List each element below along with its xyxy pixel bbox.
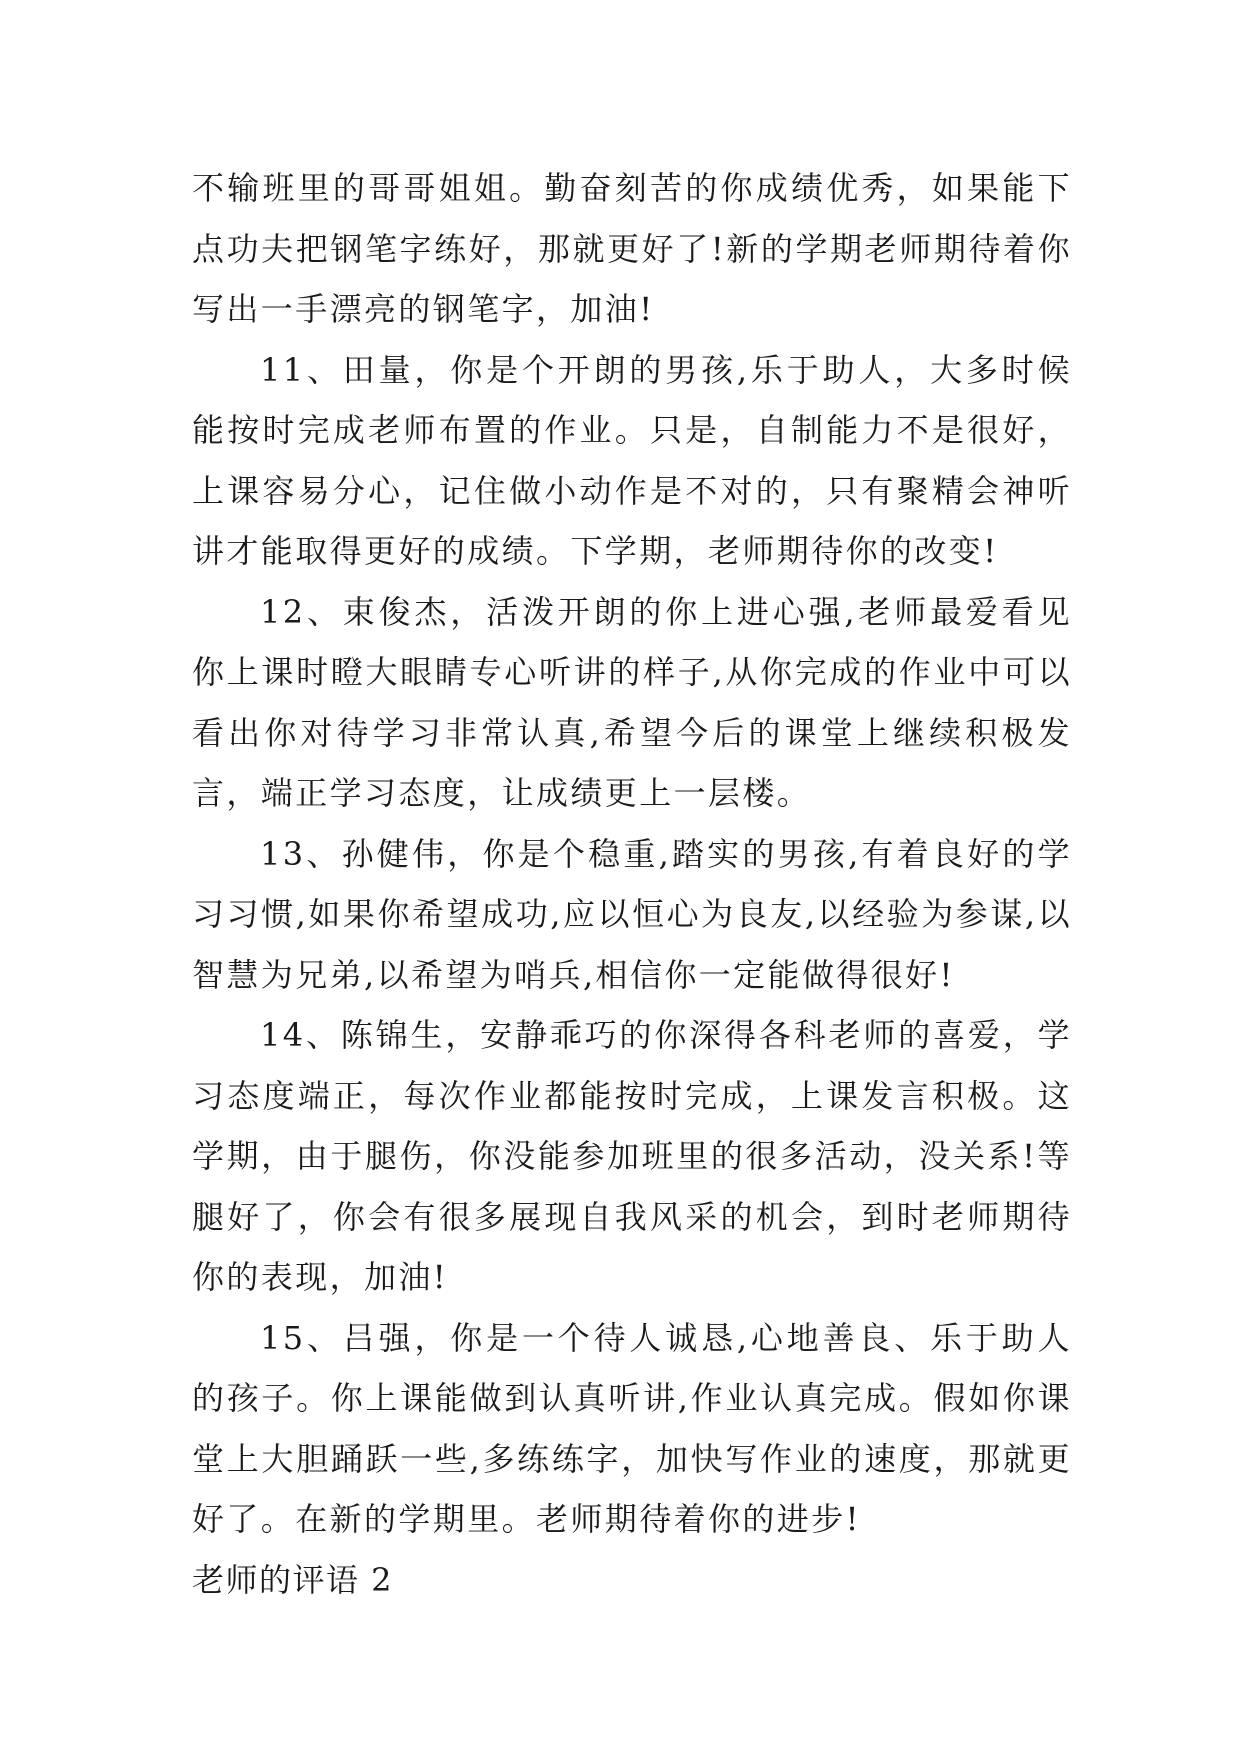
comment-paragraph-13: 13、孙健伟，你是个稳重,踏实的男孩,有着良好的学习习惯,如果你希望成功,应以恒心为良友,以经验为参谋,以智慧为兄弟,以希望为哨兵,相信你一定能做得很好! <box>192 834 1072 994</box>
comment-paragraph-12: 12、束俊杰，活泼开朗的你上进心强,老师最爱看见你上课时瞪大眼睛专心听讲的样子,从你完成的作业中可以看出你对待学习非常认真,希望今后的课堂上继续积极发言，端正学习态度，让成绩更上一层楼。 <box>192 592 1072 812</box>
comment-paragraph-11: 11、田量，你是个开朗的男孩,乐于助人，大多时候能按时完成老师布置的作业。只是，自制能力不是很好，上课容易分心，记住做小动作是不对的，只有聚精会神听讲才能取得更好的成绩。下学期，老师期待你的改变! <box>192 350 1072 570</box>
comment-paragraph-14: 14、陈锦生，安静乖巧的你深得各科老师的喜爱，学习态度端正，每次作业都能按时完成，上课发言积极。这学期，由于腿伤，你没能参加班里的很多活动，没关系!等腿好了，你会有很多展现自我风采的机会，到时老师期待你的表现，加油! <box>192 1016 1072 1296</box>
comment-paragraph-15: 15、吕强，你是一个待人诚恳,心地善良、乐于助人的孩子。你上课能做到认真听讲,作业认真完成。假如你课堂上大胆踊跃一些,多练练字，加快写作业的速度，那就更好了。在新的学期里。老师期待着你的进步! <box>192 1318 1072 1538</box>
document-page <box>192 158 1072 1610</box>
section-heading: 老师的评语 2 <box>192 1560 394 1599</box>
paragraph-continuation: 不输班里的哥哥姐姐。勤奋刻苦的你成绩优秀，如果能下点功夫把钢笔字练好，那就更好了!新的学期老师期待着你写出一手漂亮的钢笔字，加油! <box>192 169 1072 328</box>
